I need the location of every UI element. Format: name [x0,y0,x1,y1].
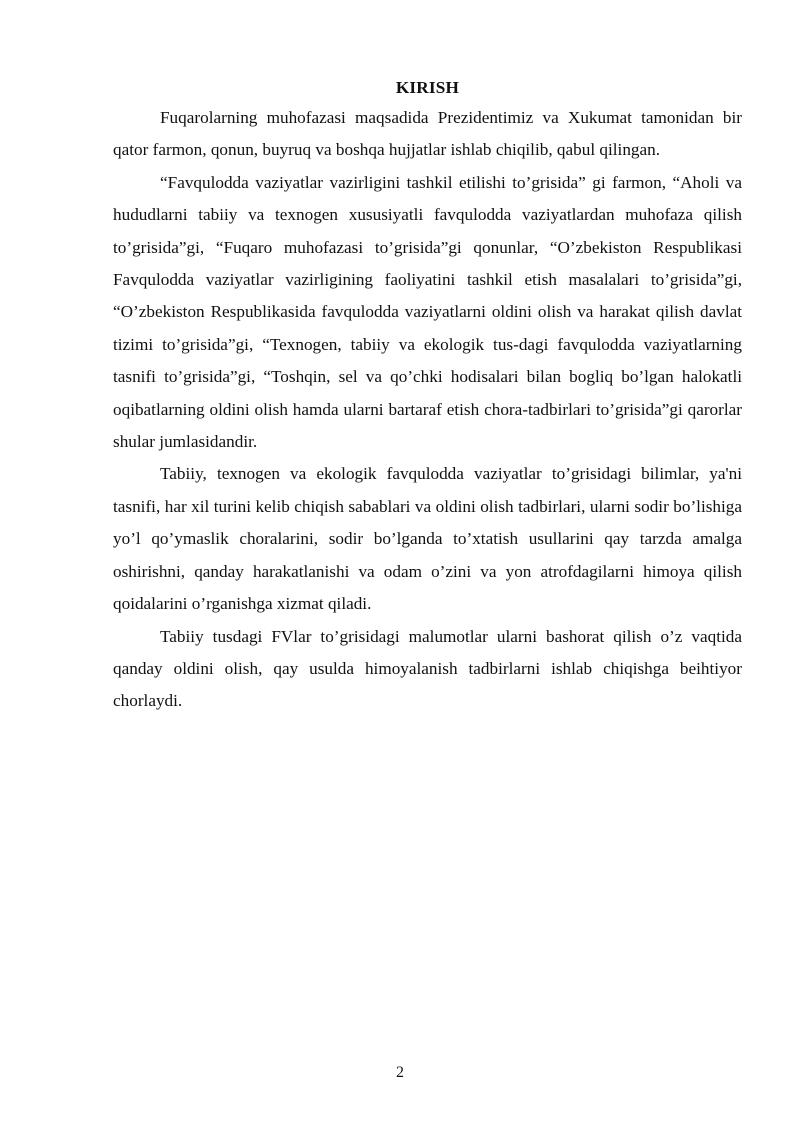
paragraph-legislation: “Favqulodda vaziyatlar vazirligini tashkil etilishi to’grisida” gi farmon, “Aholi va hududlarni tabiiy va texnogen xususiyatli favqulodda vaziyatlardan muhofaza qilish to’grisida”gi, “Fuqaro muhofazasi to’grisida”gi qonunlar, “O’zbekiston Respublikasi Favqulodda vaziyatlar vazirligining faoliyatini tashkil etish masalalari to’grisida”gi, “O’zbekiston Respublikasida favqulodda vaziyatlarni oldini olish va harakat qilish davlat tizimi to’grisida”gi, “Texnogen, tabiiy va ekologik tus-dagi favqulodda vaziyatlarning tasnifi to’grisida”gi, “Toshqin, sel va qo’chki hodisalari bilan bogliq bo’lgan halokatli oqibatlarning oldini olish hamda ularni bartaraf etish chora-tadbirlari to’grisida”gi qarorlar shular jumlasidandir. [113,172,742,452]
page-number: 2 [396,1064,404,1081]
paragraph-knowledge: Tabiiy, texnogen va ekologik favqulodda vaziyatlar to’grisidagi bilimlar, ya'ni tasnifi, har xil turini kelib chiqish sabablari va oldini olish tadbirlari, ularni sodir bo’lishiga yo’l qo’ymaslik choralarini, sodir bo’lganda to’xtatish usullarini qay tarzda amalga oshirishni, qanday harakatlanishi va odam o’zini va yon atrofdagilarni himoya qilish qoidalarini o’rganishga xizmat qiladi. [113,464,742,614]
paragraph-natural-emergencies: Tabiiy tusdagi FVlar to’grisidagi malumotlar ularni bashorat qilish o’z vaqtida qanday oldini olish, qay usulda himoyalanish tadbirlarni ishlab chiqishga beihtiyor chorlaydi. [113,626,742,711]
section-heading: KIRISH [395,78,460,97]
paragraph-intro: Fuqarolarning muhofazasi maqsadida Prezidentimiz va Xukumat tamonidan bir qator farmon, qonun, buyruq va boshqa hujjatlar ishlab chiqilib, qabul qilingan. [113,108,742,160]
page-content [113,74,742,718]
